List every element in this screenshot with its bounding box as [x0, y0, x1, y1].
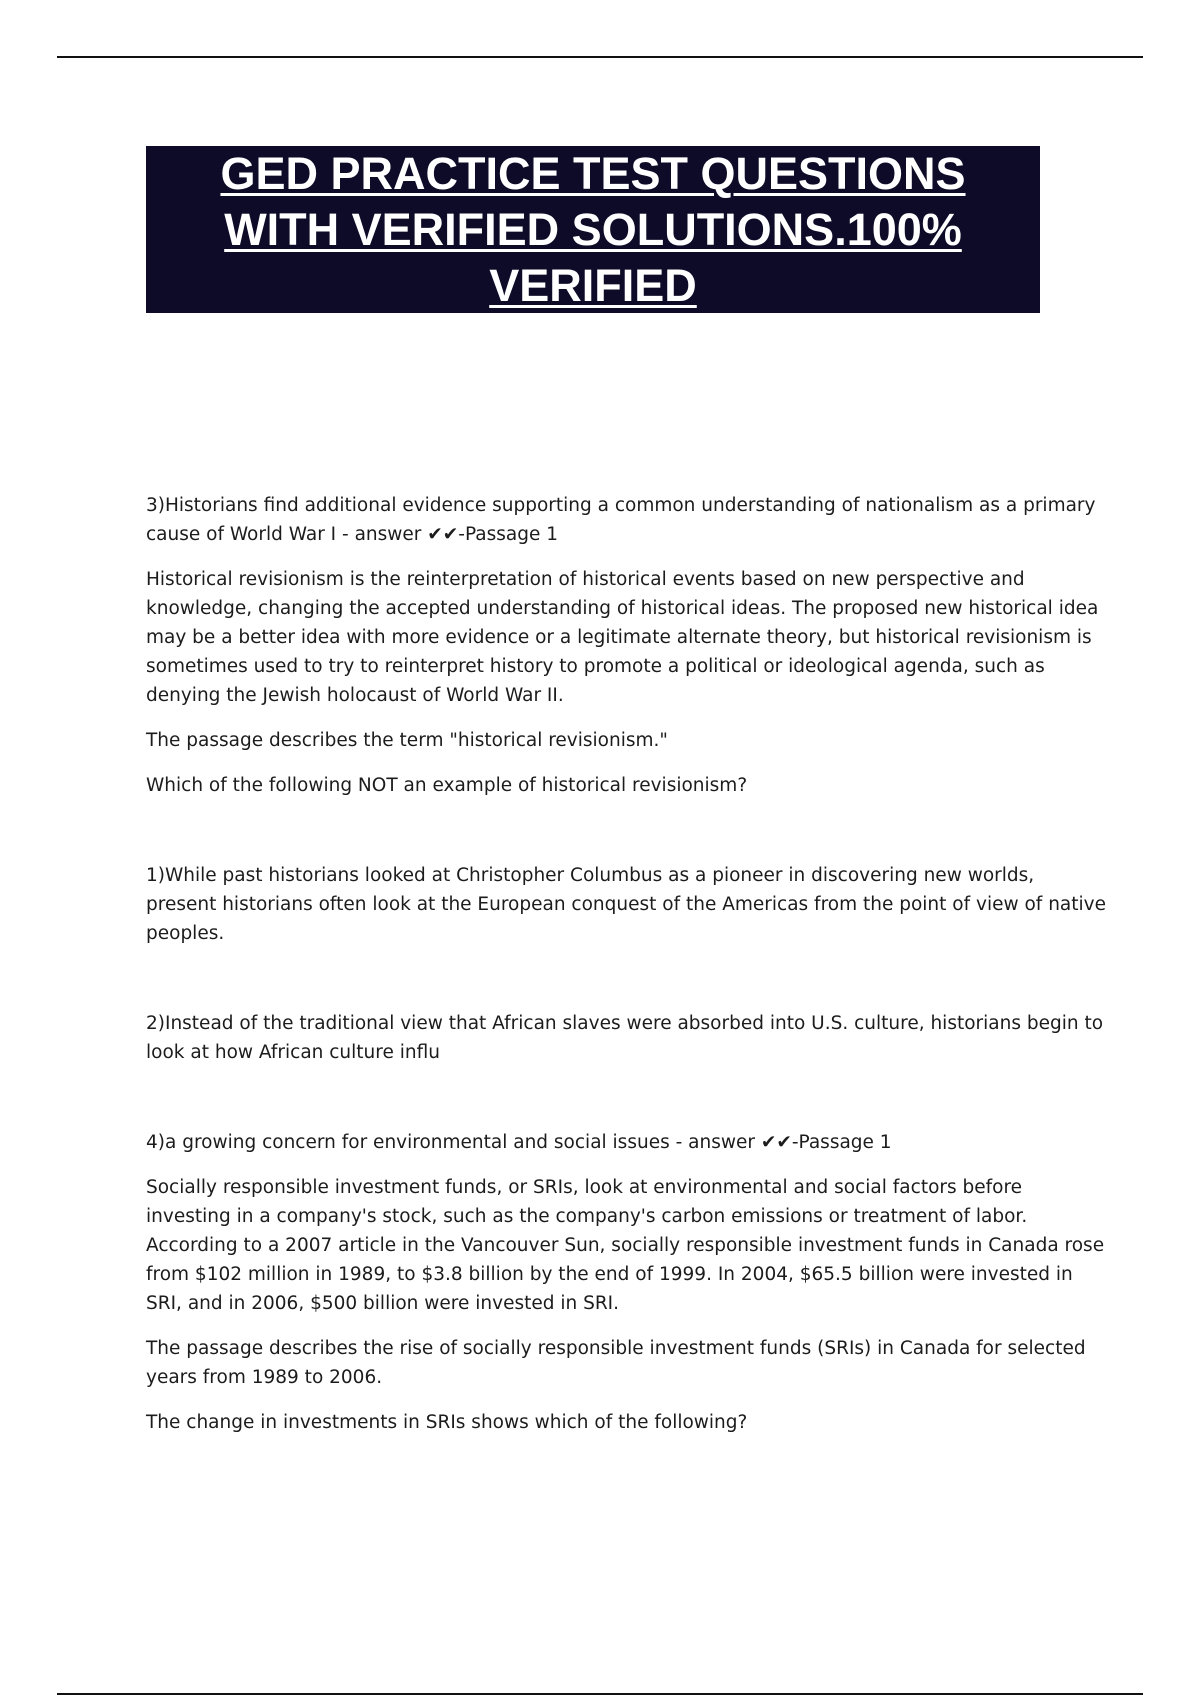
document-title — [220, 146, 965, 314]
title-line-2: WITH VERIFIED SOLUTIONS.100% — [224, 203, 962, 255]
bottom-rule — [57, 1693, 1143, 1695]
question-3-heading: 3)Historians find additional evidence supporting a common understanding of nationalism as a primary cause of World War I - answer ✔✔-Passage 1 — [146, 495, 1096, 545]
question-3-option-1: 1)While past historians looked at Christopher Columbus as a pioneer in discovering new worlds, present historians often look at the European conquest of the Americas from the point of view of native peoples. — [146, 865, 1106, 944]
title-banner — [146, 146, 1040, 313]
question-4-passage: Socially responsible investment funds, or SRIs, look at environmental and social factors before investing in a company's stock, such as the company's carbon emissions or treatment of labor. According to a 2007 article in the Vancouver Sun, socially responsible investment funds in Canada rose from $102 million in 1989, to $3.8 billion by the end of 1999. In 2004, $65.5 billion were invested in SRI, and in 2006, $500 billion were invested in SRI. — [146, 1177, 1105, 1314]
top-rule — [57, 56, 1143, 58]
question-4-prompt: The change in investments in SRIs shows which of the following? — [146, 1412, 748, 1433]
question-4-heading: 4)a growing concern for environmental and social issues - answer ✔✔-Passage 1 — [146, 1132, 892, 1153]
title-line-3: VERIFIED — [489, 259, 697, 311]
question-3-passage: Historical revisionism is the reinterpretation of historical events based on new perspective and knowledge, changing the accepted understanding of historical ideas. The proposed new historical idea may be a better idea with more evidence or a legitimate alternate theory, but historical revisionism is sometimes used to try to reinterpret history to promote a political or ideological agenda, such as denying the Jewish holocaust of World War II. — [146, 569, 1099, 706]
title-line-1: GED PRACTICE TEST QUESTIONS — [220, 147, 966, 199]
document-body — [146, 491, 1106, 1453]
question-3-prompt: Which of the following NOT an example of historical revisionism? — [146, 775, 748, 796]
question-3-statement: The passage describes the term "historical revisionism." — [146, 730, 668, 751]
question-3-option-2: 2)Instead of the traditional view that African slaves were absorbed into U.S. culture, historians begin to look at how African culture influ — [146, 1013, 1104, 1063]
question-4-statement: The passage describes the rise of socially responsible investment funds (SRIs) in Canada for selected years from 1989 to 2006. — [146, 1338, 1086, 1388]
